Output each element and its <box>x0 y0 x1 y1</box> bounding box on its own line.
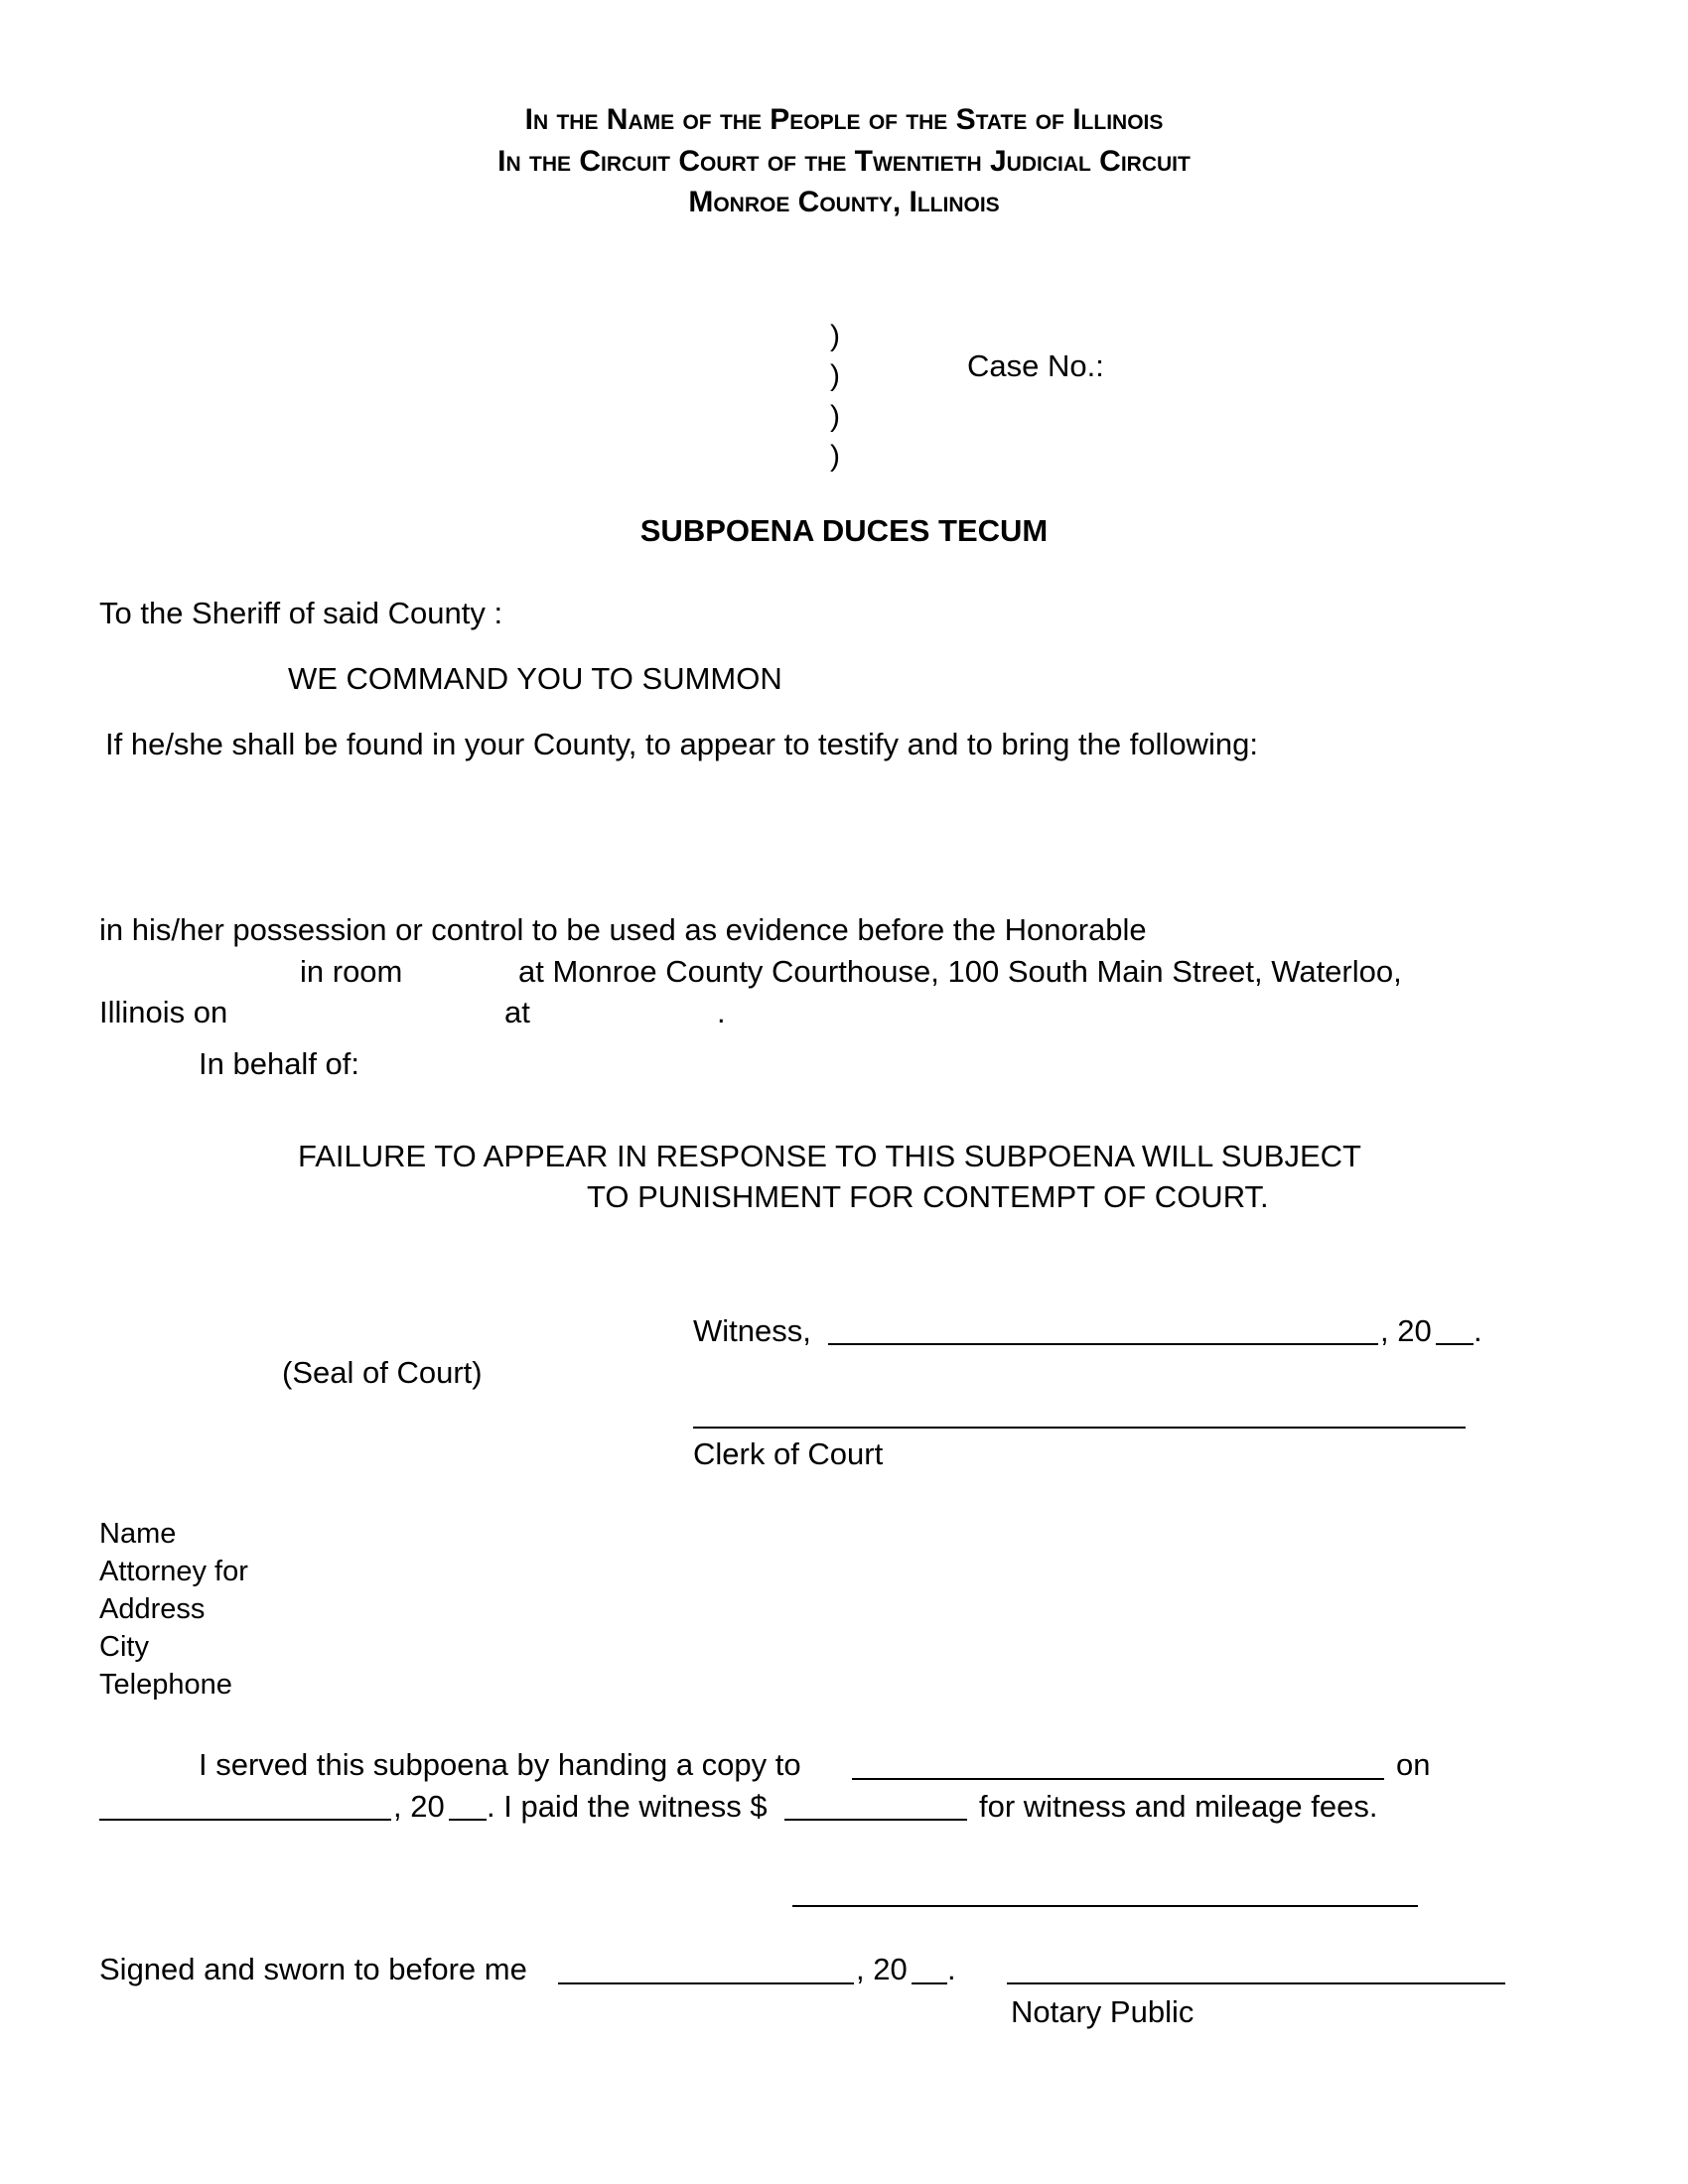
witness-label: Witness, <box>693 1313 811 1348</box>
at-label: at <box>504 995 530 1029</box>
witness-fee-line[interactable] <box>784 1819 967 1821</box>
period: . <box>717 995 726 1029</box>
courthouse-address: at Monroe County Courthouse, 100 South Main Street, Waterloo, <box>518 954 1402 989</box>
caption-paren: ) <box>830 320 840 352</box>
served-date-line[interactable] <box>99 1819 391 1821</box>
in-behalf-of-label: In behalf of: <box>199 1046 360 1081</box>
court-header-line-3: Monroe County, Illinois <box>688 186 1000 218</box>
clerk-of-court-label: Clerk of Court <box>693 1436 884 1471</box>
court-header-line-1: In the Name of the People of the State of Illinois <box>524 103 1164 136</box>
served-subpoena-text: I served this subpoena by handing a copy to <box>199 1747 801 1782</box>
in-room-label: in room <box>300 954 403 989</box>
served-year-prefix: , 20 <box>393 1789 445 1824</box>
document-title: SUBPOENA DUCES TECUM <box>639 513 1049 548</box>
notary-public-label: Notary Public <box>1011 1994 1195 2029</box>
attorney-address-label: Address <box>99 1593 206 1625</box>
illinois-on-label: Illinois on <box>99 995 228 1029</box>
caption-paren: ) <box>830 359 840 392</box>
served-on-label: on <box>1396 1747 1431 1782</box>
command-line: WE COMMAND YOU TO SUMMON <box>288 661 782 696</box>
caption-paren: ) <box>830 440 840 473</box>
case-number-label: Case No.: <box>967 348 1104 383</box>
warning-line-1: FAILURE TO APPEAR IN RESPONSE TO THIS SUBPOENA WILL SUBJECT <box>298 1139 1361 1173</box>
clerk-signature-line[interactable] <box>693 1427 1466 1429</box>
possession-line: in his/her possession or control to be used as evidence before the Honorable <box>99 912 1147 947</box>
witness-year-line[interactable] <box>1436 1343 1474 1345</box>
witness-date-line[interactable] <box>828 1343 1378 1345</box>
witness-year-suffix: . <box>1474 1313 1482 1348</box>
signed-sworn-text: Signed and sworn to before me <box>99 1952 527 1986</box>
attorney-name-label: Name <box>99 1518 177 1550</box>
seal-of-court-label: (Seal of Court) <box>282 1355 483 1390</box>
attorney-city-label: City <box>99 1631 149 1663</box>
paid-witness-text: . I paid the witness $ <box>487 1789 768 1824</box>
witness-year-prefix: , 20 <box>1380 1313 1432 1348</box>
to-sheriff-line: To the Sheriff of said County : <box>99 596 503 630</box>
notary-signature-line[interactable] <box>1007 1982 1505 1984</box>
sworn-year-prefix: , 20 <box>856 1952 908 1986</box>
court-header-line-2: In the Circuit Court of the Twentieth Judicial Circuit <box>497 145 1191 178</box>
sworn-year-line[interactable] <box>912 1982 947 1984</box>
caption-paren: ) <box>830 400 840 433</box>
attorney-telephone-label: Telephone <box>99 1669 232 1701</box>
witness-fees-text: for witness and mileage fees. <box>979 1789 1378 1824</box>
server-signature-line[interactable] <box>792 1905 1418 1907</box>
served-year-line[interactable] <box>449 1819 487 1821</box>
sworn-date-line[interactable] <box>558 1982 854 1984</box>
sworn-year-suffix: . <box>947 1952 956 1986</box>
found-in-county-line: If he/she shall be found in your County, to appear to testify and to bring the following: <box>105 727 1258 761</box>
attorney-for-label: Attorney for <box>99 1556 248 1587</box>
served-person-line[interactable] <box>852 1778 1384 1780</box>
warning-line-2: TO PUNISHMENT FOR CONTEMPT OF COURT. <box>587 1179 1269 1214</box>
